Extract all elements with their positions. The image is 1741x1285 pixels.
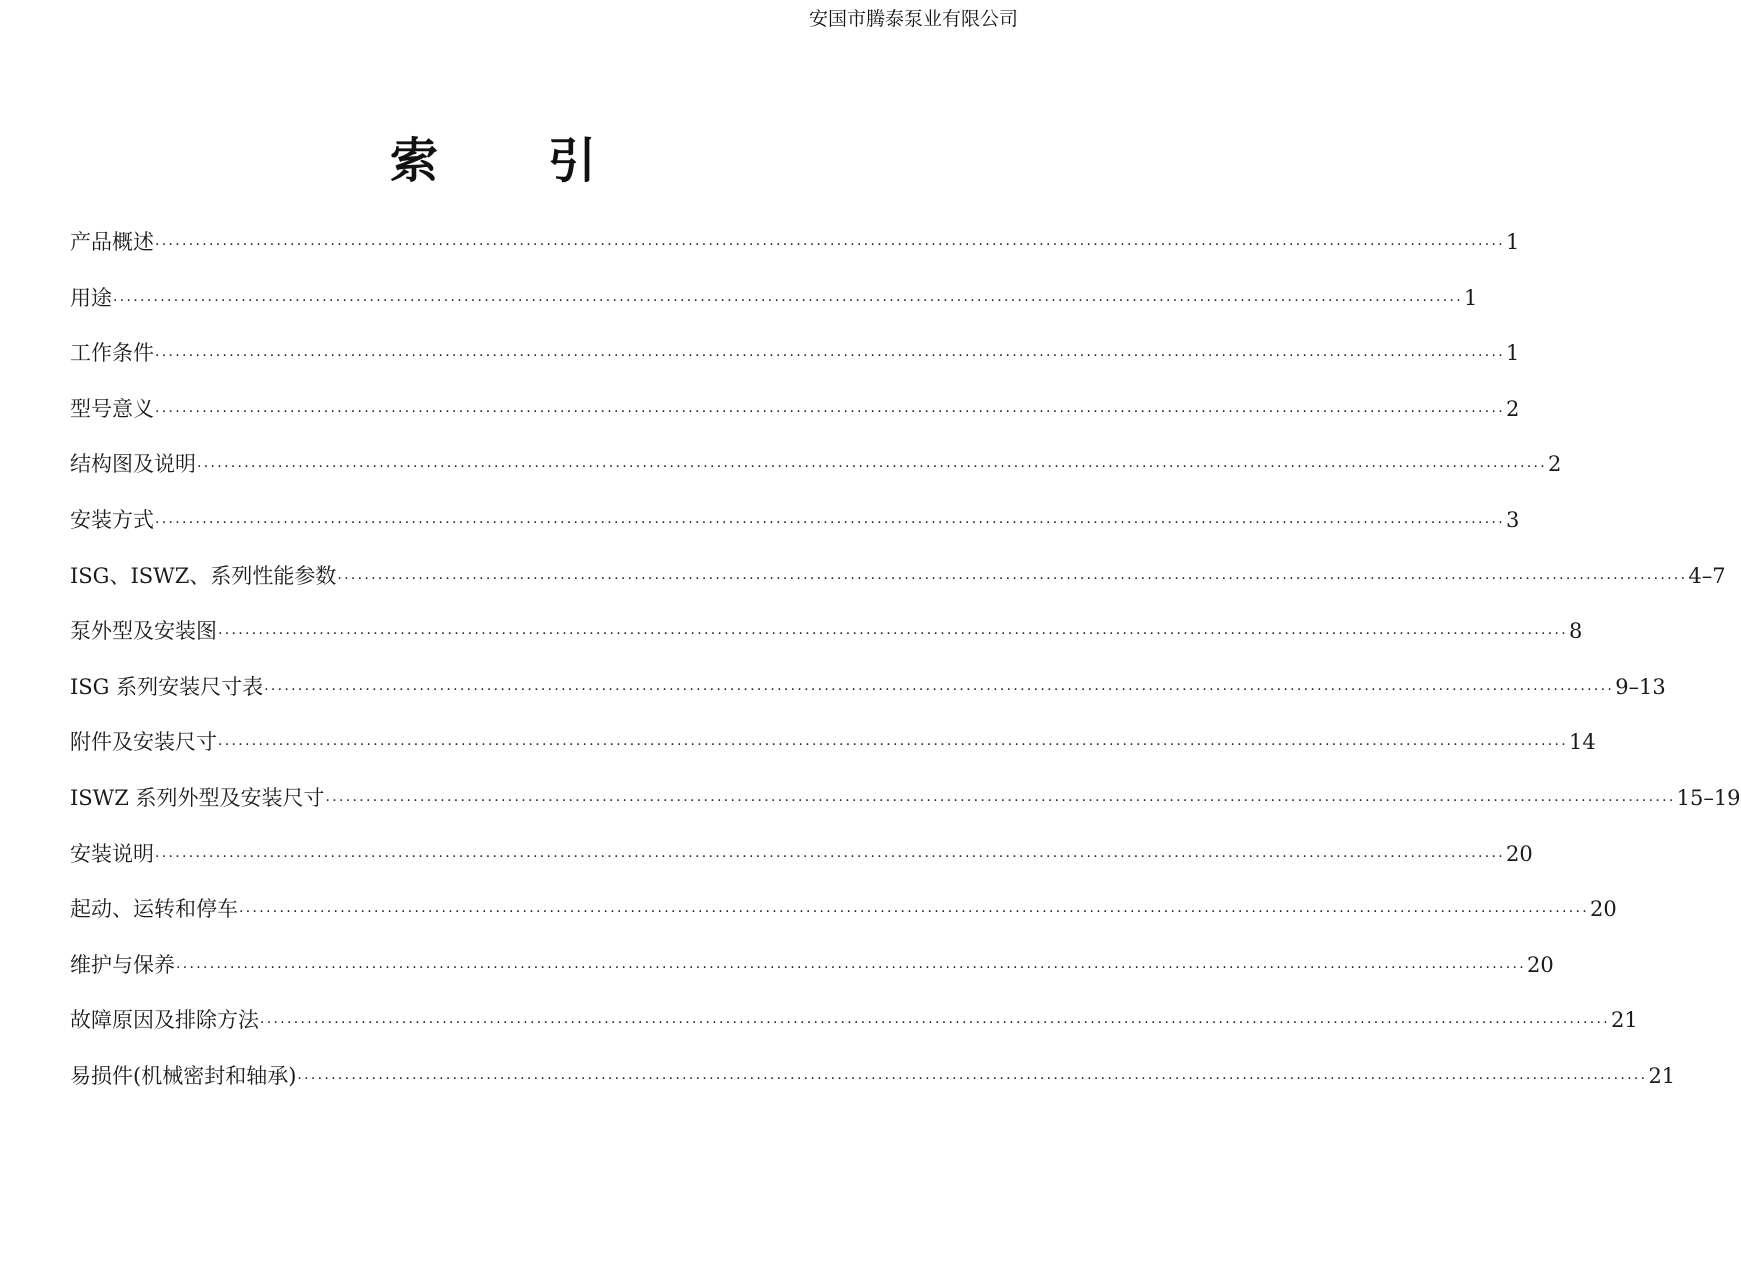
toc-entry[interactable] <box>70 336 1520 392</box>
toc-entry-label: 结构图及说明 <box>70 452 196 477</box>
toc-leader-dots: ········································································································································································································ <box>239 904 1590 921</box>
toc-leader-dots: ········································································································································································································ <box>218 626 1569 643</box>
toc-entry[interactable] <box>70 948 1554 1004</box>
toc-entry-page: 2 <box>1506 396 1520 421</box>
toc-entry-label: ISWZ 系列外型及安装尺寸 <box>70 785 325 810</box>
toc-entry-label: ISG、ISWZ、系列性能参数 <box>70 563 337 588</box>
toc-entry[interactable] <box>70 781 1741 837</box>
toc-entry[interactable] <box>70 670 1666 726</box>
toc-entry-label: 型号意义 <box>70 396 154 421</box>
toc-entry[interactable] <box>70 281 1478 337</box>
toc-entry-label: 工作条件 <box>70 341 154 366</box>
toc-leader-dots: ········································································································································································································ <box>325 792 1676 809</box>
toc-entry[interactable] <box>70 837 1533 893</box>
toc-leader-dots: ········································································································································································································ <box>337 570 1688 587</box>
toc-entry-page: 4–7 <box>1688 563 1726 588</box>
toc-entry-label: 起动、运转和停车 <box>70 897 238 922</box>
toc-entry-label: 用途 <box>70 285 112 310</box>
toc-entry-page: 20 <box>1590 897 1617 922</box>
toc-leader-dots: ········································································································································································································ <box>176 959 1527 976</box>
toc-entry-page: 3 <box>1506 507 1520 532</box>
toc-leader-dots: ········································································································································································································ <box>155 237 1506 253</box>
toc-entry-label: 附件及安装尺寸 <box>70 730 217 755</box>
toc-entry-label: 故障原因及排除方法 <box>70 1008 259 1033</box>
toc-entry[interactable] <box>70 392 1520 448</box>
toc-leader-dots: ········································································································································································································ <box>264 681 1615 698</box>
toc-entry[interactable] <box>70 559 1726 615</box>
toc-entry-label: 易损件(机械密封和轴承) <box>70 1063 297 1088</box>
toc-entry-page: 20 <box>1506 841 1533 866</box>
toc-entry[interactable] <box>70 447 1562 503</box>
toc-leader-dots: ········································································································································································································ <box>197 459 1548 476</box>
toc-entry-page: 2 <box>1548 452 1562 477</box>
toc-entry-label: 产品概述 <box>70 230 154 254</box>
company-name-header: 安国市腾泰泵业有限公司 <box>808 8 1018 30</box>
toc-entry[interactable] <box>70 892 1617 948</box>
toc-entry[interactable] <box>70 614 1583 670</box>
toc-leader-dots: ········································································································································································································ <box>113 292 1464 309</box>
toc-leader-dots: ········································································································································································································ <box>155 514 1506 531</box>
toc-entry-label: 安装说明 <box>70 841 154 866</box>
toc-entry-page: 15–19 <box>1676 785 1741 810</box>
toc-entry[interactable] <box>70 225 1520 281</box>
toc-entry[interactable] <box>70 503 1520 559</box>
toc-leader-dots: ········································································································································································································ <box>297 1070 1648 1087</box>
toc-leader-dots: ········································································································································································································ <box>260 1015 1611 1032</box>
toc-entry-page: 1 <box>1506 341 1520 366</box>
toc-entry-page: 20 <box>1527 952 1554 977</box>
toc-entry-page: 1 <box>1506 230 1520 254</box>
toc-entry-page: 1 <box>1464 285 1478 310</box>
toc-entry-page: 8 <box>1569 619 1583 644</box>
toc-entry-page: 21 <box>1648 1063 1676 1088</box>
toc-leader-dots: ········································································································································································································ <box>155 403 1506 420</box>
toc-entry-label: 泵外型及安装图 <box>70 619 217 644</box>
toc-entry-label: 维护与保养 <box>70 952 175 977</box>
toc-entry[interactable] <box>70 1059 1676 1115</box>
toc-entry[interactable] <box>70 725 1596 781</box>
toc-entry[interactable] <box>70 1003 1638 1059</box>
toc-leader-dots: ········································································································································································································ <box>155 348 1506 365</box>
toc-entry-label: 安装方式 <box>70 507 154 532</box>
toc-leader-dots: ········································································································································································································ <box>218 737 1569 754</box>
page-title: 索引 <box>389 133 706 189</box>
toc-leader-dots: ········································································································································································································ <box>155 848 1506 865</box>
toc-entry-page: 9–13 <box>1615 674 1666 699</box>
toc-entry-page: 21 <box>1611 1008 1638 1033</box>
table-of-contents <box>70 225 1741 1115</box>
toc-entry-label: ISG 系列安装尺寸表 <box>70 674 264 699</box>
toc-entry-page: 14 <box>1569 730 1596 755</box>
